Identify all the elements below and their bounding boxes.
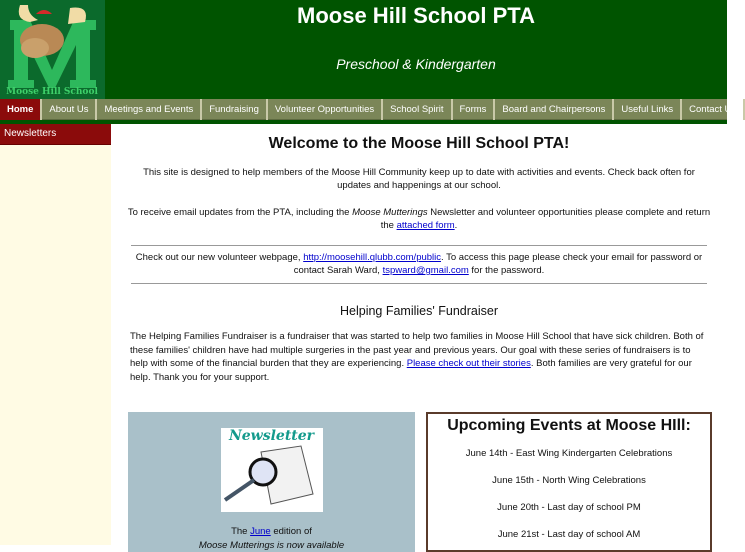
- newsletter-availability: Moose Mutterings is now available: [128, 539, 415, 552]
- main-content: [124, 124, 714, 384]
- events-heading: Upcoming Events at Moose HIll:: [428, 419, 710, 433]
- header: [0, 0, 727, 99]
- divider: [131, 283, 707, 284]
- nav-useful-links[interactable]: Useful Links: [614, 99, 682, 120]
- event-item: June 20th - Last day of school PM: [428, 501, 710, 515]
- nav-school-spirit[interactable]: School Spirit: [383, 99, 452, 120]
- welcome-heading: Welcome to the Moose Hill School PTA!: [124, 137, 714, 151]
- email-updates-text: To receive email updates from the PTA, including the Moose Mutterings Newsletter and volunteer opportunities please complete and return the attached form.: [124, 206, 714, 233]
- site-title: Moose Hill School PTA: [105, 3, 727, 29]
- event-item: June 21st - Last day of school AM: [428, 528, 710, 542]
- magnifier-icon: [221, 444, 323, 506]
- nav-forms[interactable]: Forms: [453, 99, 496, 120]
- nav-meetings-events[interactable]: Meetings and Events: [97, 99, 202, 120]
- attached-form-link[interactable]: attached form: [397, 220, 455, 231]
- newsletter-box: [128, 412, 415, 552]
- nav-volunteer[interactable]: Volunteer Opportunities: [268, 99, 383, 120]
- nav-home[interactable]: Home: [0, 99, 42, 120]
- stories-link[interactable]: Please check out their stories: [407, 358, 531, 369]
- sidebar: [0, 124, 111, 545]
- newsletter-image[interactable]: [221, 428, 323, 512]
- fundraiser-text: The Helping Families Fundraiser is a fundraiser that was started to help two families in Moose Hill School that have sick children. Both of these families' children have had multiple surgeries in the past year and previous years. Our goal with these series of fundraisers is to help with some of the financial burden that they are experiencing. Please check out their stories. Both families are very grateful for our help. Thank you for your support.: [124, 330, 714, 384]
- intro-text: This site is designed to help members of the Moose Hill Community keep up to date with activities and events. Check back often for updates and happenings at our school.: [124, 166, 714, 193]
- volunteer-text: Check out our new volunteer webpage, http://moosehill.qlubb.com/public. To access this page please check your email for password or contact Sarah Ward, tspward@gmail.com for the password.: [124, 251, 714, 278]
- event-item: June 15th - North Wing Celebrations: [428, 474, 710, 488]
- june-newsletter-link[interactable]: June: [250, 526, 271, 537]
- nav-fundraising[interactable]: Fundraising: [202, 99, 268, 120]
- sidebar-item-newsletters[interactable]: Newsletters: [0, 124, 111, 145]
- volunteer-page-link[interactable]: http://moosehill.qlubb.com/public: [303, 252, 441, 263]
- moose-logo[interactable]: [0, 0, 105, 99]
- logo-text: Moose Hill School: [6, 87, 98, 97]
- newsletter-text: The June edition of: [128, 525, 415, 539]
- site-subtitle: Preschool & Kindergarten: [105, 56, 727, 72]
- upcoming-events-box: [426, 412, 712, 552]
- nav-contact-us[interactable]: Contact Us: [682, 99, 745, 120]
- newsletter-image-text: Newsletter: [221, 428, 323, 444]
- fundraiser-heading: Helping Families' Fundraiser: [124, 305, 714, 319]
- email-link[interactable]: tspward@gmail.com: [383, 265, 469, 276]
- nav-board[interactable]: Board and Chairpersons: [495, 99, 614, 120]
- event-item: June 14th - East Wing Kindergarten Celebrations: [428, 447, 710, 461]
- nav-about-us[interactable]: About Us: [42, 99, 97, 120]
- main-nav: [0, 99, 727, 120]
- divider: [131, 245, 707, 246]
